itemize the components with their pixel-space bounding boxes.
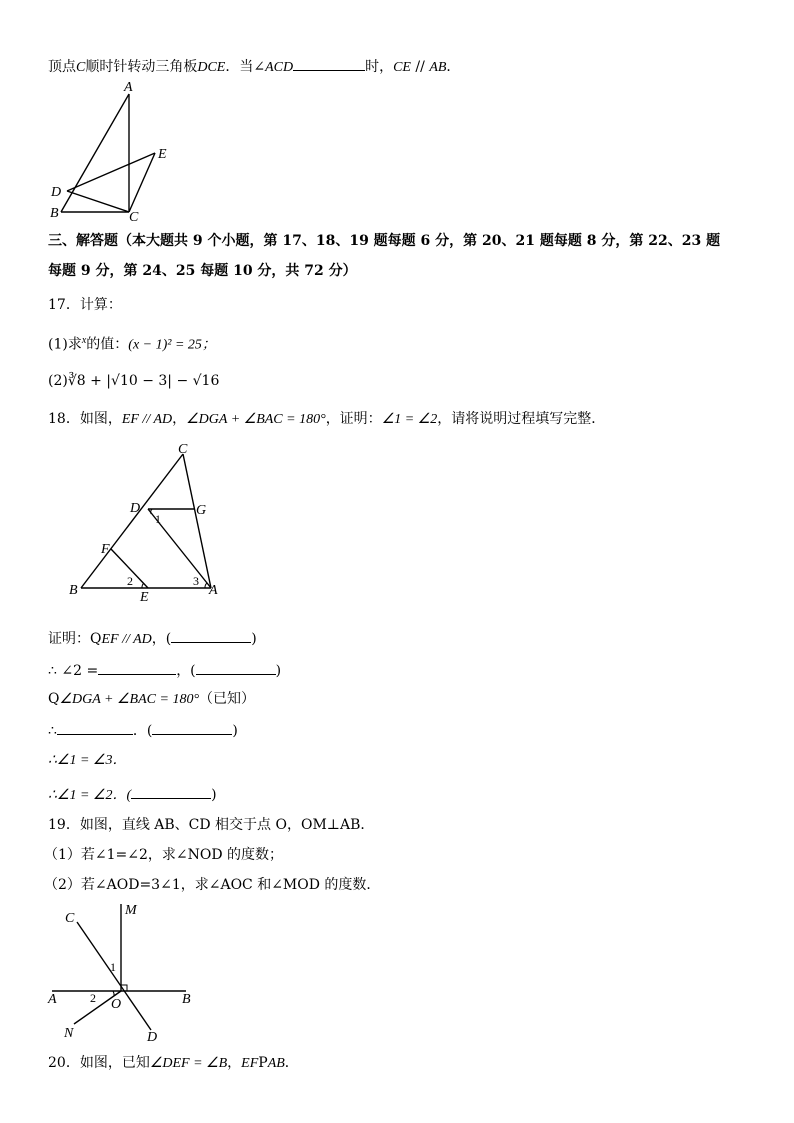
q18-proof-line3: [48, 690, 255, 709]
fig18-label-c: C: [178, 442, 188, 457]
q18-l6-a: ∴∠1 = ∠2．(: [48, 788, 132, 803]
q18-intro-c: ，证明：: [325, 411, 382, 427]
fig19-label-b: B: [182, 992, 191, 1007]
fig19-label-n: N: [64, 1026, 74, 1041]
q18-l3-expr: ∠DGA + ∠BAC = 180°: [59, 692, 200, 707]
section3-heading-line1: 三、解答题（本大题共 9 个小题，第 17、18、19 题每题 6 分，第 20、21 题每题 8 分，第 22、23 题: [48, 233, 721, 249]
q18-paren-close-4: ): [211, 787, 217, 803]
q16-c: C: [76, 60, 86, 75]
q19-part1: （1）若∠1=∠2，求∠NOD 的度数；: [44, 847, 284, 863]
fig18-label-g: G: [196, 503, 207, 518]
q18-l2-a: ∴ ∠2 =: [48, 663, 99, 679]
q18-l3-a: Q: [48, 691, 60, 707]
q20-g: ．: [284, 1055, 299, 1071]
q18-intro-goal: ∠1 = ∠2: [381, 412, 438, 427]
q18-intro-b: ，: [172, 411, 187, 427]
q20-c: ，: [227, 1055, 242, 1071]
fig18-angle-1: 1: [155, 512, 161, 526]
q18-intro: [48, 410, 605, 429]
q16-acd: ACD: [265, 60, 294, 75]
q17-part2: [48, 372, 219, 390]
fig19-label-c: C: [65, 911, 75, 926]
q16-time: 时，: [365, 59, 394, 75]
figure-triangles-dce: [45, 80, 185, 230]
fig18-angle-2: 2: [127, 574, 133, 588]
q17-part1: [48, 332, 216, 355]
fig19-label-m: M: [125, 903, 137, 918]
q16-par: //: [410, 59, 430, 75]
q16-line: [48, 56, 460, 77]
q17-p1-x: x: [81, 335, 87, 346]
fig18-segment-cb: [81, 454, 183, 588]
q16-prefix: 顶点: [48, 59, 76, 75]
q18-proof-line6: [48, 784, 217, 805]
q18-proof-line5: ∴∠1 = ∠3．: [48, 753, 127, 768]
q18-paren-close-2: ): [275, 663, 282, 679]
q18-paren-close-3: ): [232, 723, 238, 739]
q20-a: 20．如图，已知: [48, 1055, 150, 1071]
fig16-label-e: E: [158, 147, 167, 162]
fig16-label-c: C: [129, 210, 139, 225]
q16-answer-blank[interactable]: [293, 56, 365, 71]
q18-intro-d: ，请将说明过程填写完整．: [437, 411, 606, 427]
q16-dce: DCE: [197, 60, 226, 75]
q18-l4-b: ．(: [132, 723, 153, 739]
fig18-label-f: F: [101, 542, 110, 557]
fig19-angle-2: 2: [90, 991, 96, 1005]
q18-proof-l1-tail: ，(: [151, 631, 172, 647]
q18-blank-2[interactable]: [98, 660, 176, 675]
q16-mid: 顺时针转动三角板: [85, 59, 198, 75]
q17-p1-expr: (x − 1)² = 25；: [128, 337, 216, 353]
q18-l2-b: ，(: [176, 663, 196, 679]
q17-p2-expr: ∛8 + |√10 − 3| − √16: [67, 373, 220, 389]
q18-proof-line2: [48, 660, 281, 680]
figure-intersecting-lines: [44, 900, 209, 1050]
q20-f: AB: [267, 1056, 285, 1071]
q18-proof-head: 证明：Q: [48, 631, 102, 647]
q17-title: 17．计算：: [48, 297, 122, 313]
q18-l4-a: ∴: [48, 723, 57, 739]
fig18-label-a: A: [209, 583, 218, 598]
q18-paren-close-1: ): [251, 631, 257, 647]
q19-part2: （2）若∠AOD=3∠1，求∠AOC 和∠MOD 的度数．: [44, 877, 381, 893]
q18-blank-3[interactable]: [196, 660, 276, 675]
fig16-label-d: D: [51, 185, 62, 200]
fig16-label-a: A: [124, 80, 133, 95]
fig18-label-e: E: [140, 590, 149, 605]
q16-ce: CE: [393, 60, 411, 75]
q20-d: EF: [241, 1056, 259, 1071]
fig16-segment-ab: [61, 94, 129, 212]
q18-blank-6[interactable]: [131, 784, 211, 799]
fig19-label-o: O: [111, 997, 122, 1012]
q18-blank-1[interactable]: [171, 628, 251, 643]
fig19-angle-mark-2: [113, 991, 114, 996]
q17-p1-label: (1)求: [48, 336, 82, 353]
q18-blank-4[interactable]: [57, 720, 133, 735]
fig18-angle-mark-3: [205, 583, 207, 588]
q19-intro: 19．如图，直线 AB、CD 相交于点 O，OM⊥AB．: [48, 817, 375, 833]
q18-l3-b: （已知）: [199, 691, 256, 707]
figure-triangle-abc: [66, 442, 236, 607]
q17-p1-mid: 的值：: [86, 336, 129, 353]
fig19-label-a: A: [48, 992, 57, 1007]
fig18-label-d: D: [130, 501, 141, 516]
fig18-angle-3: 3: [193, 574, 199, 588]
q18-blank-5[interactable]: [152, 720, 232, 735]
q16-ab: AB: [429, 60, 447, 75]
q18-proof-line1: [48, 628, 257, 649]
q18-proof-line4: [48, 720, 238, 740]
fig19-angle-1: 1: [110, 960, 116, 974]
section3-heading-line2: 每题 9 分，第 24、25 每题 10 分，共 72 分）: [48, 263, 357, 279]
q18-intro-angle: ∠DGA + ∠BAC = 180°: [186, 412, 326, 427]
fig18-segment-ca: [183, 454, 211, 588]
q18-intro-a: 18．如图，: [48, 411, 122, 427]
q18-intro-ef: EF // AD: [121, 412, 173, 427]
q20-b: ∠DEF = ∠B: [149, 1056, 228, 1071]
fig19-label-d: D: [147, 1030, 158, 1045]
q17-p2-label: (2): [48, 373, 68, 389]
fig16-label-b: B: [50, 206, 59, 221]
q18-proof-ef: EF // AD: [101, 632, 152, 647]
fig18-angle-mark-2: [142, 583, 144, 588]
fig18-label-b: B: [69, 583, 78, 598]
q20-intro: [48, 1054, 299, 1073]
fig16-segment-dc: [67, 191, 129, 212]
q16-end: ．: [446, 59, 461, 75]
q16-when: ．当∠: [225, 59, 266, 75]
fig16-segment-de: [67, 153, 155, 191]
q20-e: P: [258, 1055, 268, 1071]
